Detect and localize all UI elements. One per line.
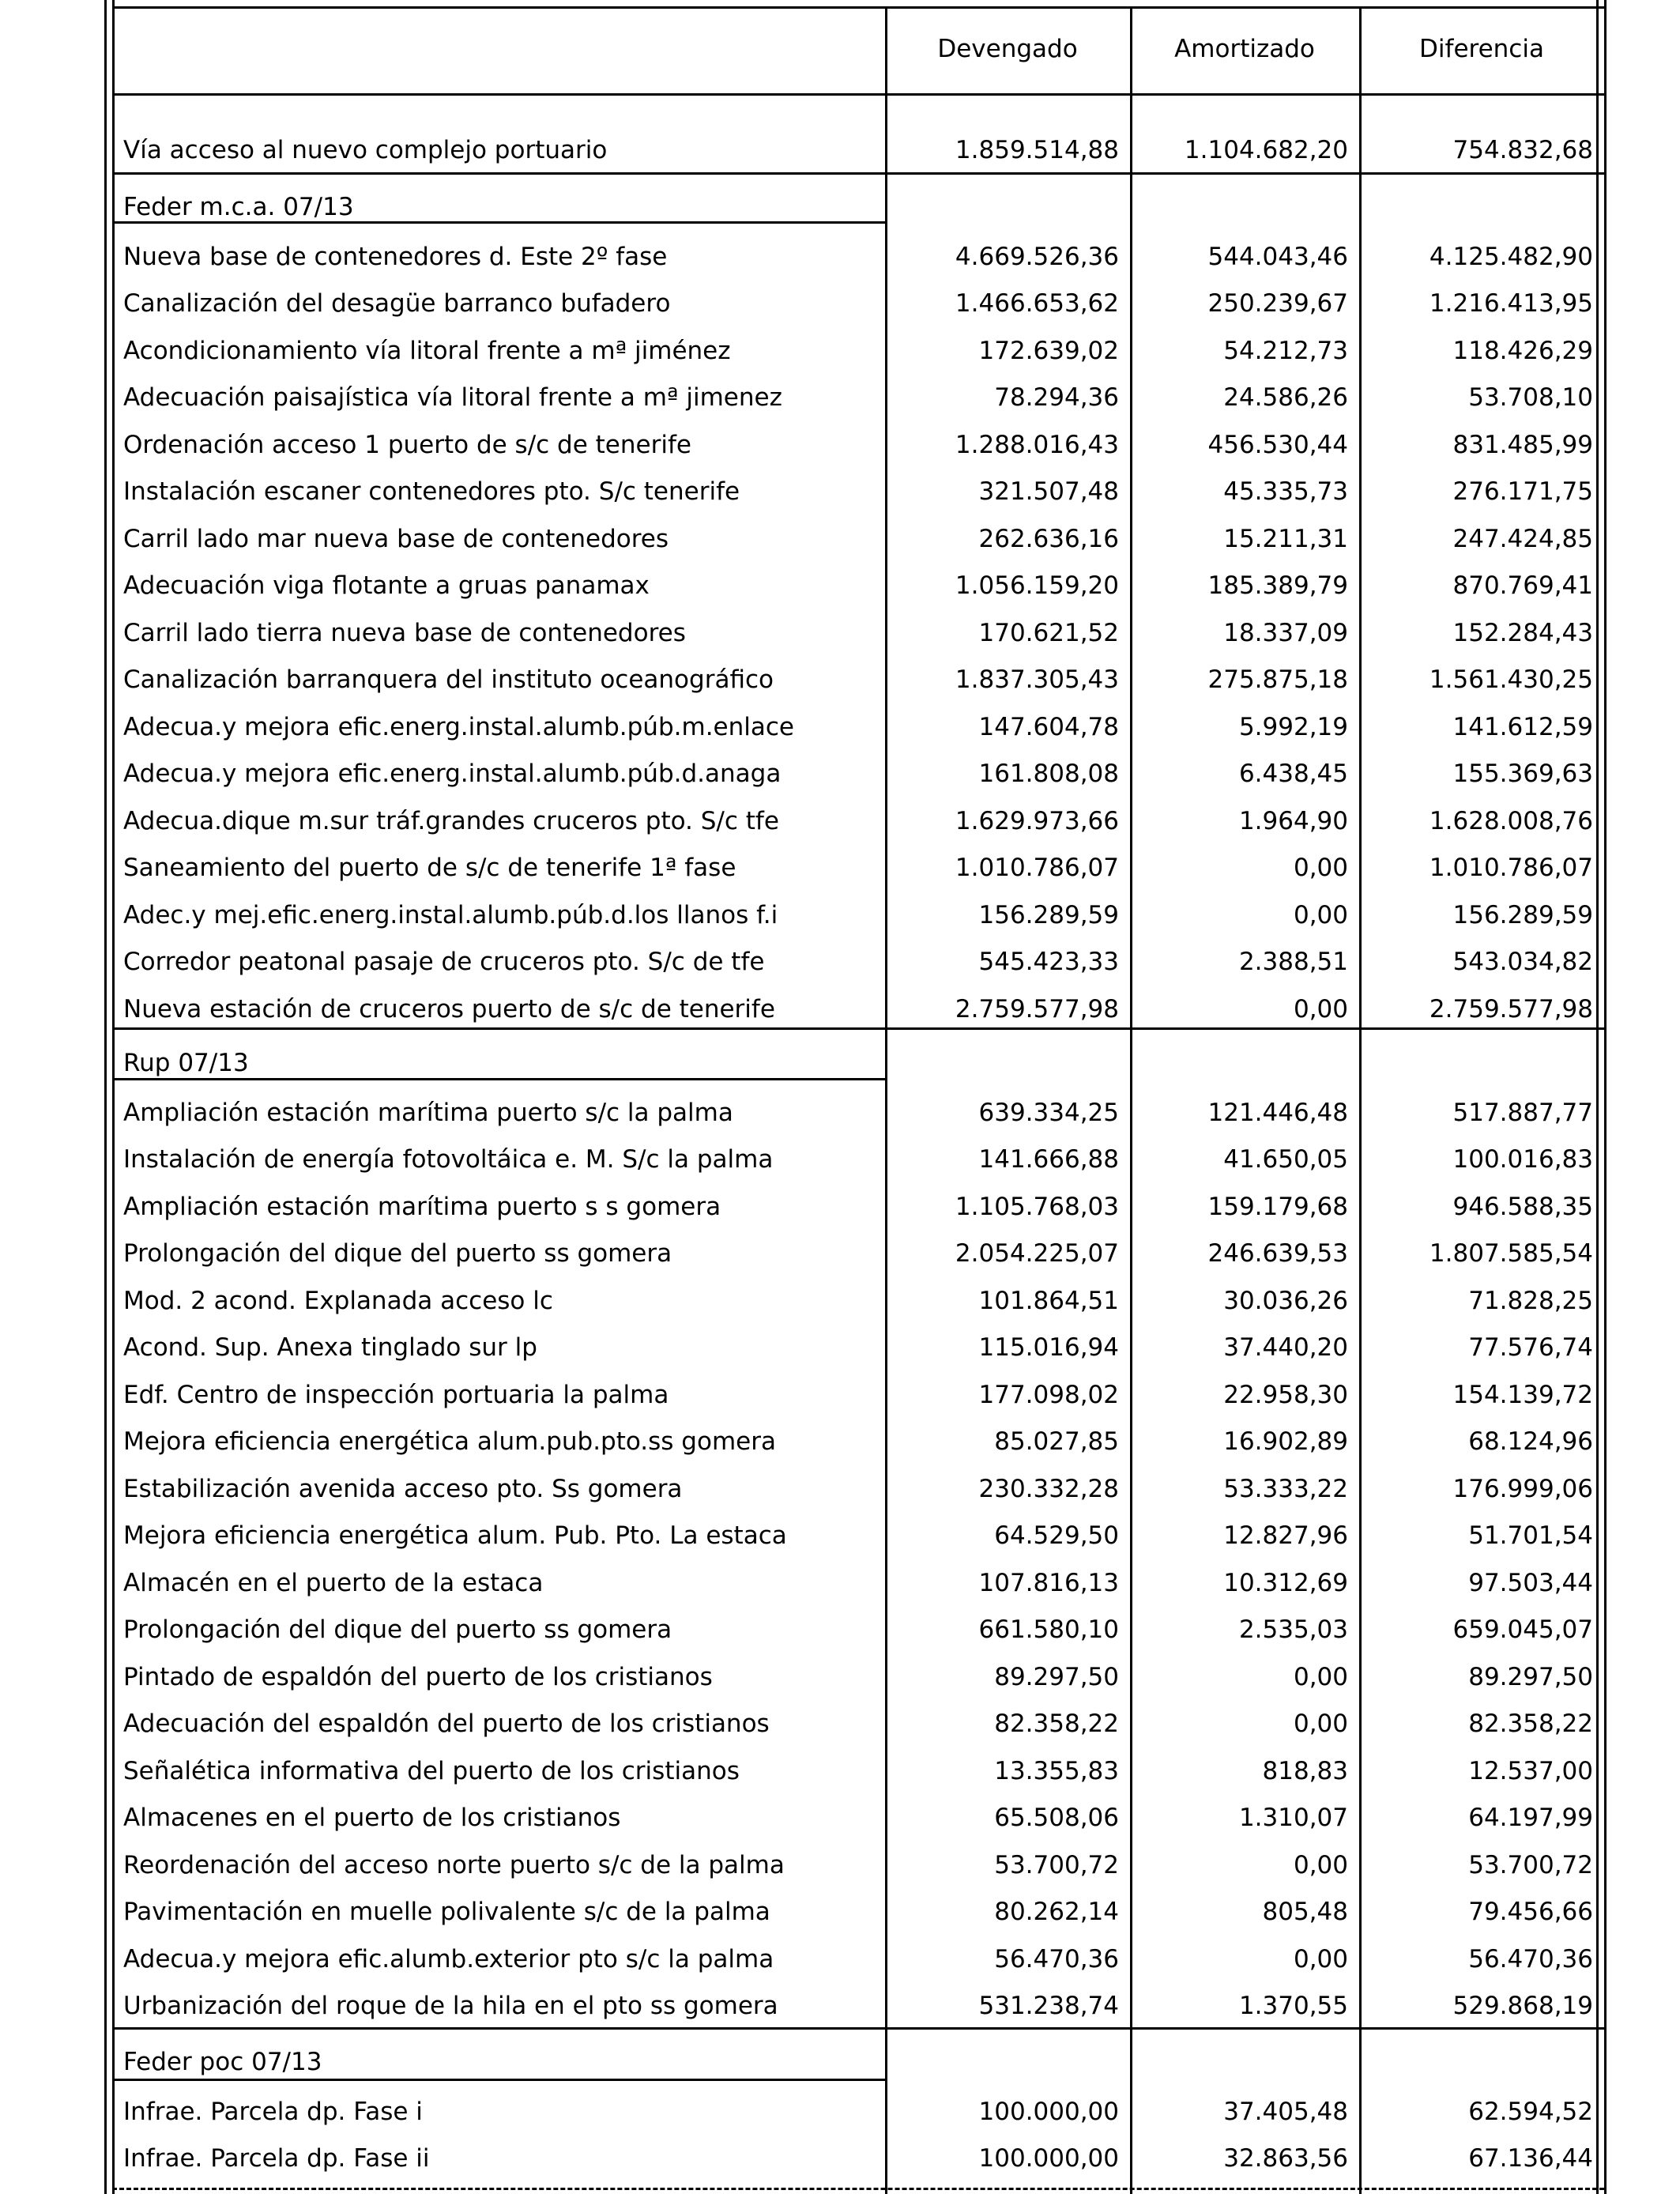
row-label: Ordenación acceso 1 puerto de s/c de tenerife [123,431,691,459]
cell-diferencia: 89.297,50 [1468,1663,1593,1691]
row-label: Mejora eficiencia energética alum. Pub. Pto. La estaca [123,1521,787,1550]
cell-devengado: 89.297,50 [994,1663,1119,1691]
row-label: Mejora eficiencia energética alum.pub.pto.ss gomera [123,1427,776,1456]
cell-amortizado: 0,00 [1293,854,1348,882]
row-label: Estabilización avenida acceso pto. Ss gomera [123,1475,683,1503]
cell-amortizado: 18.337,09 [1223,619,1348,647]
column-border [1359,6,1362,2194]
cell-diferencia: 56.470,36 [1468,1945,1593,1973]
cell-diferencia: 155.369,63 [1452,760,1593,788]
cell-amortizado: 1.104.682,20 [1184,136,1348,164]
cell-amortizado: 54.212,73 [1223,337,1348,365]
row-label: Urbanización del roque de la hila en el pto ss gomera [123,1992,778,2020]
cell-diferencia: 659.045,07 [1452,1615,1593,1644]
cell-diferencia: 1.561.430,25 [1429,665,1593,694]
rule-line [112,2027,1604,2030]
cell-devengado: 1.859.514,88 [955,136,1119,164]
row-label: Edf. Centro de inspección portuaria la palma [123,1381,669,1409]
cell-devengado: 1.056.159,20 [955,571,1119,600]
cell-amortizado: 41.650,05 [1223,1145,1348,1174]
cell-devengado: 100.000,00 [978,2098,1119,2126]
cell-amortizado: 818,83 [1262,1757,1348,1785]
cell-devengado: 80.262,14 [994,1898,1119,1926]
rule-line [112,93,1604,96]
cell-diferencia: 946.588,35 [1452,1193,1593,1221]
cell-amortizado: 0,00 [1293,1710,1348,1738]
cell-diferencia: 141.612,59 [1452,713,1593,741]
cell-amortizado: 1.310,07 [1238,1804,1348,1832]
row-label: Ampliación estación marítima puerto s s gomera [123,1193,721,1221]
rule-line [112,2079,885,2081]
cell-devengado: 1.010.786,07 [955,854,1119,882]
row-label: Carril lado tierra nueva base de contenedores [123,619,686,647]
row-label: Almacenes en el puerto de los cristianos [123,1804,621,1832]
cell-diferencia: 276.171,75 [1452,477,1593,506]
column-border [112,0,115,2194]
cell-devengado: 85.027,85 [994,1427,1119,1456]
header-devengado: Devengado [937,35,1078,63]
cell-diferencia: 100.016,83 [1452,1145,1593,1174]
cell-diferencia: 71.828,25 [1468,1287,1593,1315]
cell-diferencia: 62.594,52 [1468,2098,1593,2126]
cell-devengado: 101.864,51 [978,1287,1119,1315]
row-label: Canalización del desagüe barranco bufadero [123,289,671,318]
cell-diferencia: 870.769,41 [1452,571,1593,600]
cell-devengado: 53.700,72 [994,1851,1119,1879]
cell-devengado: 56.470,36 [994,1945,1119,1973]
cell-diferencia: 4.125.482,90 [1429,243,1593,271]
rule-line [112,6,1604,9]
cell-diferencia: 1.628.008,76 [1429,807,1593,835]
cell-devengado: 262.636,16 [978,525,1119,553]
cell-diferencia: 247.424,85 [1452,525,1593,553]
cell-devengado: 321.507,48 [978,477,1119,506]
cell-diferencia: 2.759.577,98 [1429,995,1593,1023]
cell-diferencia: 156.289,59 [1452,901,1593,929]
row-label: Adecua.y mejora efic.alumb.exterior pto s/c la palma [123,1945,774,1973]
cell-diferencia: 53.700,72 [1468,1851,1593,1879]
cell-amortizado: 37.405,48 [1223,2098,1348,2126]
row-label: Acondicionamiento vía litoral frente a mª jiménez [123,337,731,365]
row-label: Señalética informativa del puerto de los cristianos [123,1757,740,1785]
page-cut-line [112,2188,1604,2190]
cell-amortizado: 544.043,46 [1207,243,1348,271]
cell-diferencia: 1.216.413,95 [1429,289,1593,318]
cell-diferencia: 176.999,06 [1452,1475,1593,1503]
cell-diferencia: 1.010.786,07 [1429,854,1593,882]
row-label: Adecuación viga flotante a gruas panamax [123,571,650,600]
cell-amortizado: 24.586,26 [1223,383,1348,412]
row-label: Adecua.dique m.sur tráf.grandes cruceros pto. S/c tfe [123,807,779,835]
cell-devengado: 170.621,52 [978,619,1119,647]
cell-devengado: 13.355,83 [994,1757,1119,1785]
cell-diferencia: 12.537,00 [1468,1757,1593,1785]
cell-amortizado: 275.875,18 [1207,665,1348,694]
row-label: Acond. Sup. Anexa tinglado sur lp [123,1333,537,1362]
cell-amortizado: 2.388,51 [1238,948,1348,976]
cell-diferencia: 79.456,66 [1468,1898,1593,1926]
cell-devengado: 172.639,02 [978,337,1119,365]
cell-amortizado: 45.335,73 [1223,477,1348,506]
row-label: Adecuación paisajística vía litoral frente a mª jimenez [123,383,782,412]
row-label: Infrae. Parcela dp. Fase i [123,2098,423,2126]
cell-diferencia: 82.358,22 [1468,1710,1593,1738]
cell-devengado: 161.808,08 [978,760,1119,788]
cell-devengado: 100.000,00 [978,2144,1119,2173]
cell-devengado: 2.759.577,98 [955,995,1119,1023]
cell-devengado: 141.666,88 [978,1145,1119,1174]
cell-amortizado: 121.446,48 [1207,1099,1348,1127]
cell-devengado: 82.358,22 [994,1710,1119,1738]
cell-amortizado: 805,48 [1262,1898,1348,1926]
cell-diferencia: 77.576,74 [1468,1333,1593,1362]
row-label: Instalación de energía fotovoltáica e. M. S/c la palma [123,1145,774,1174]
cell-amortizado: 0,00 [1293,1851,1348,1879]
cell-diferencia: 754.832,68 [1452,136,1593,164]
rule-line [112,1027,1604,1030]
cell-devengado: 1.629.973,66 [955,807,1119,835]
cell-devengado: 1.288.016,43 [955,431,1119,459]
cell-amortizado: 16.902,89 [1223,1427,1348,1456]
cell-devengado: 147.604,78 [978,713,1119,741]
group-heading: Feder m.c.a. 07/13 [123,193,354,221]
group-heading: Rup 07/13 [123,1049,249,1077]
cell-diferencia: 529.868,19 [1452,1992,1593,2020]
cell-amortizado: 185.389,79 [1207,571,1348,600]
row-label: Infrae. Parcela dp. Fase ii [123,2144,430,2173]
row-label: Adecuación del espaldón del puerto de los cristianos [123,1710,770,1738]
cell-amortizado: 246.639,53 [1207,1239,1348,1268]
cell-amortizado: 1.964,90 [1238,807,1348,835]
cell-devengado: 156.289,59 [978,901,1119,929]
header-diferencia: Diferencia [1419,35,1544,63]
row-label: Prolongación del dique del puerto ss gomera [123,1239,672,1268]
cell-devengado: 65.508,06 [994,1804,1119,1832]
cell-devengado: 107.816,13 [978,1569,1119,1597]
cell-amortizado: 15.211,31 [1223,525,1348,553]
cell-amortizado: 0,00 [1293,995,1348,1023]
cell-devengado: 177.098,02 [978,1381,1119,1409]
row-label: Canalización barranquera del instituto oceanográfico [123,665,774,694]
row-label: Adecua.y mejora efic.energ.instal.alumb.púb.d.anaga [123,760,782,788]
cell-devengado: 1.466.653,62 [955,289,1119,318]
row-label: Mod. 2 acond. Explanada acceso lc [123,1287,553,1315]
row-label: Nueva estación de cruceros puerto de s/c de tenerife [123,995,775,1023]
column-border [1596,0,1599,2194]
cell-amortizado: 5.992,19 [1238,713,1348,741]
column-border [885,6,887,2194]
rule-line [112,172,1604,175]
group-heading: Feder poc 07/13 [123,2048,322,2076]
cell-amortizado: 22.958,30 [1223,1381,1348,1409]
cell-amortizado: 1.370,55 [1238,1992,1348,2020]
rule-line [112,1078,885,1080]
cell-amortizado: 250.239,67 [1207,289,1348,318]
cell-amortizado: 159.179,68 [1207,1193,1348,1221]
row-label: Vía acceso al nuevo complejo portuario [123,136,608,164]
row-label: Saneamiento del puerto de s/c de tenerife 1ª fase [123,854,736,882]
cell-amortizado: 32.863,56 [1223,2144,1348,2173]
column-border [1130,6,1132,2194]
cell-devengado: 64.529,50 [994,1521,1119,1550]
cell-amortizado: 30.036,26 [1223,1287,1348,1315]
cell-diferencia: 1.807.585,54 [1429,1239,1593,1268]
cell-amortizado: 37.440,20 [1223,1333,1348,1362]
row-label: Corredor peatonal pasaje de cruceros pto. S/c de tfe [123,948,765,976]
cell-amortizado: 53.333,22 [1223,1475,1348,1503]
cell-diferencia: 68.124,96 [1468,1427,1593,1456]
cell-diferencia: 51.701,54 [1468,1521,1593,1550]
row-label: Reordenación del acceso norte puerto s/c de la palma [123,1851,785,1879]
cell-diferencia: 53.708,10 [1468,383,1593,412]
cell-devengado: 661.580,10 [978,1615,1119,1644]
cell-diferencia: 154.139,72 [1452,1381,1593,1409]
cell-diferencia: 64.197,99 [1468,1804,1593,1832]
cell-amortizado: 6.438,45 [1238,760,1348,788]
cell-amortizado: 12.827,96 [1223,1521,1348,1550]
column-border [104,0,107,2194]
row-label: Adec.y mej.efic.energ.instal.alumb.púb.d.los llanos f.i [123,901,778,929]
cell-devengado: 4.669.526,36 [955,243,1119,271]
cell-devengado: 2.054.225,07 [955,1239,1119,1268]
cell-amortizado: 0,00 [1293,1945,1348,1973]
row-label: Pintado de espaldón del puerto de los cristianos [123,1663,713,1691]
cell-amortizado: 0,00 [1293,1663,1348,1691]
row-label: Nueva base de contenedores d. Este 2º fase [123,243,668,271]
row-label: Adecua.y mejora efic.energ.instal.alumb.púb.m.enlace [123,713,794,741]
cell-devengado: 78.294,36 [994,383,1119,412]
cell-devengado: 545.423,33 [978,948,1119,976]
rule-line [112,221,885,224]
header-amortizado: Amortizado [1174,35,1315,63]
cell-diferencia: 152.284,43 [1452,619,1593,647]
row-label: Instalación escaner contenedores pto. S/c tenerife [123,477,740,506]
cell-devengado: 115.016,94 [978,1333,1119,1362]
column-border [1604,0,1607,2194]
row-label: Pavimentación en muelle polivalente s/c de la palma [123,1898,770,1926]
cell-amortizado: 2.535,03 [1238,1615,1348,1644]
cell-devengado: 1.837.305,43 [955,665,1119,694]
cell-diferencia: 118.426,29 [1452,337,1593,365]
cell-amortizado: 0,00 [1293,901,1348,929]
cell-diferencia: 97.503,44 [1468,1569,1593,1597]
cell-amortizado: 456.530,44 [1207,431,1348,459]
row-label: Ampliación estación marítima puerto s/c la palma [123,1099,733,1127]
cell-amortizado: 10.312,69 [1223,1569,1348,1597]
cell-diferencia: 517.887,77 [1452,1099,1593,1127]
row-label: Almacén en el puerto de la estaca [123,1569,544,1597]
cell-devengado: 1.105.768,03 [955,1193,1119,1221]
cell-diferencia: 543.034,82 [1452,948,1593,976]
cell-diferencia: 831.485,99 [1452,431,1593,459]
cell-devengado: 639.334,25 [978,1099,1119,1127]
cell-devengado: 531.238,74 [978,1992,1119,2020]
row-label: Carril lado mar nueva base de contenedores [123,525,669,553]
cell-diferencia: 67.136,44 [1468,2144,1593,2173]
row-label: Prolongación del dique del puerto ss gomera [123,1615,672,1644]
cell-devengado: 230.332,28 [978,1475,1119,1503]
